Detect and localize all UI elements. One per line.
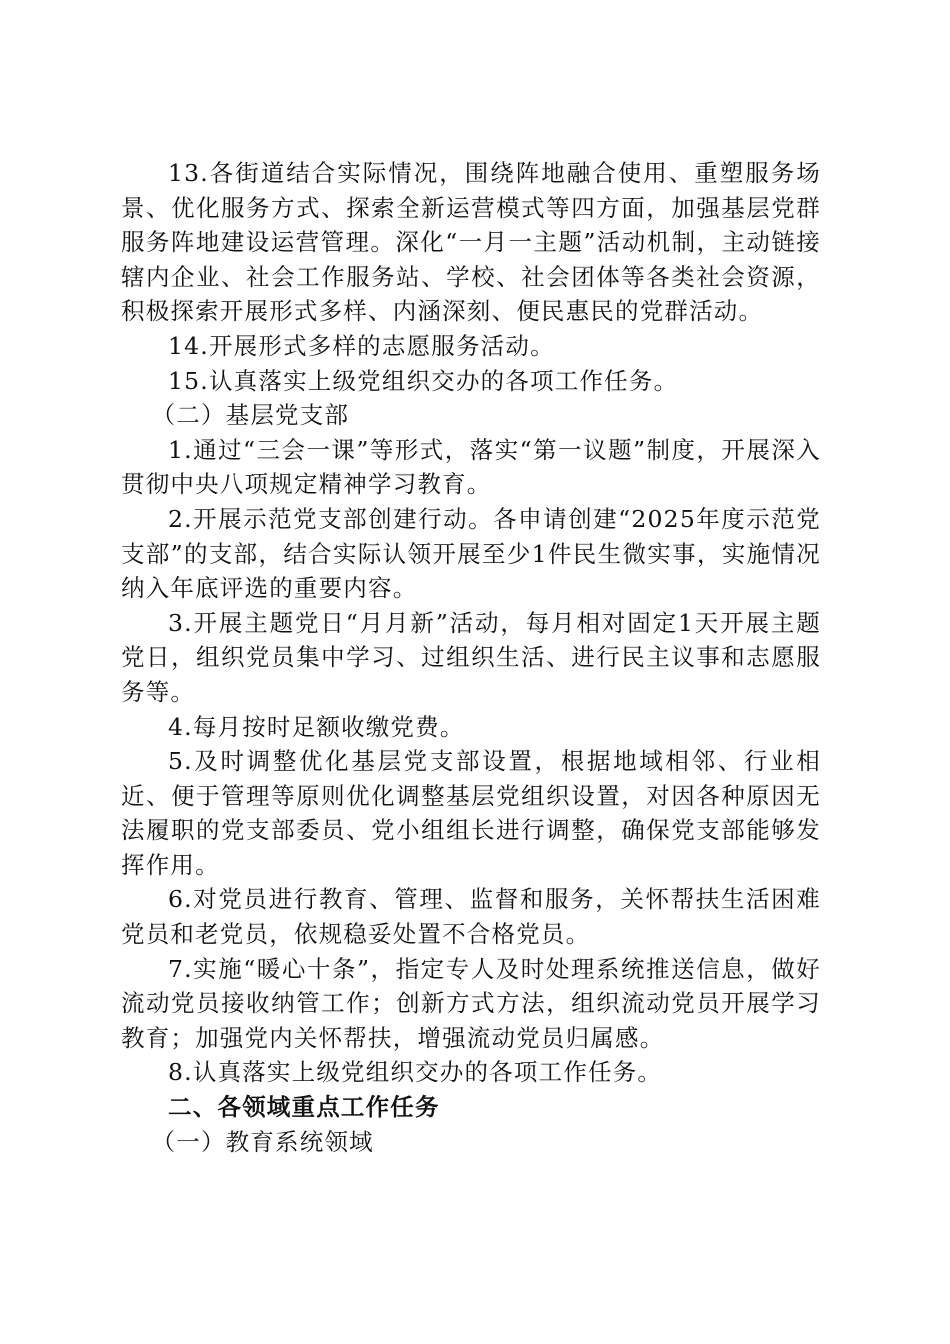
branch-paragraph-7: 7.实施“暖心十条”，指定专人及时处理系统推送信息，做好流动党员接收纳管工作；创新方式方法，组织流动党员开展学习教育；加强党内关怀帮扶，增强流动党员归属感。 [121, 954, 821, 1052]
section-heading-branch: （二）基层党支部 [151, 401, 350, 430]
paragraph-13: 13.各街道结合实际情况，围绕阵地融合使用、重塑服务场景、优化服务方式、探索全新运营模式等四方面，加强基层党群服务阵地建设运营管理。深化“一月一主题”活动机制，主动链接辖内企业、社会工作服务站、学校、社会团体等各类社会资源，积极探索开展形式多样、内涵深刻、便民惠民的党群活动。 [121, 159, 821, 326]
paragraph-14: 14.开展形式多样的志愿服务活动。 [168, 331, 555, 360]
branch-paragraph-5: 5.及时调整优化基层党支部设置，根据地域相邻、行业相近、便于管理等原则优化调整基层党组织设置，对因各种原因无法履职的党支部委员、党小组组长进行调整，确保党支部能够发挥作用。 [121, 747, 821, 879]
branch-paragraph-6: 6.对党员进行教育、管理、监督和服务，关怀帮扶生活困难党员和老党员，依规稳妥处置不合格党员。 [121, 885, 821, 949]
paragraph-15: 15.认真落实上级党组织交办的各项工作任务。 [168, 366, 679, 395]
branch-paragraph-2: 2.开展示范党支部创建行动。各申请创建“2025年度示范党支部”的支部，结合实际认领开展至少1件民生微实事，实施情况纳入年底评选的重要内容。 [121, 504, 821, 603]
branch-paragraph-8: 8.认真落实上级党组织交办的各项工作任务。 [168, 1058, 663, 1087]
section-heading-education: （一）教育系统领域 [151, 1127, 374, 1156]
document-body [121, 156, 821, 1159]
branch-paragraph-3: 3.开展主题党日“月月新”活动，每月相对固定1天开展主题党日，组织党员集中学习、过组织生活、进行民主议事和志愿服务等。 [121, 608, 821, 706]
section-heading-fields: 二、各领域重点工作任务 [168, 1093, 440, 1122]
branch-paragraph-1: 1.通过“三会一课”等形式，落实“第一议题”制度，开展深入贯彻中央八项规定精神学习教育。 [121, 435, 821, 499]
branch-paragraph-4: 4.每月按时足额收缴党费。 [168, 712, 465, 741]
